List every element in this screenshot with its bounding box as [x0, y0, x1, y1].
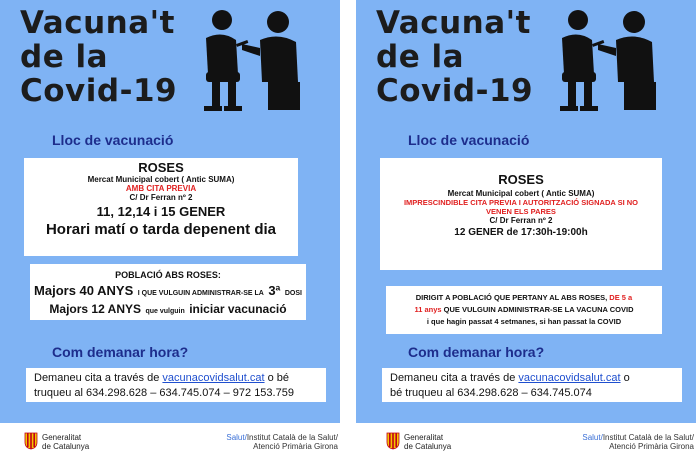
age-12-text: Majors 12 ANYS — [49, 302, 141, 316]
town-name: ROSES — [138, 160, 184, 175]
dose-label: DOSI — [284, 290, 302, 297]
dates-text: 11, 12,14 i 15 GENER — [96, 204, 226, 219]
vaccination-illustration-icon — [554, 8, 664, 112]
generalitat-text — [404, 433, 451, 451]
title-line-2: de la — [376, 39, 465, 75]
dates-text: 12 GENER de 17:30h-19:00h — [454, 227, 588, 238]
generalitat-line-1: Generalitat — [42, 433, 82, 442]
venue-text: Mercat Municipal cobert ( Antic SUMA) — [447, 189, 595, 198]
how-to-book-title: Com demanar hora? — [52, 344, 189, 360]
ics-line-2: Atenció Primària Girona — [609, 442, 694, 451]
population-title: POBLACIÓ ABS ROSES: — [115, 270, 221, 280]
contact-suffix: o bé — [267, 372, 290, 384]
population-line-2 — [30, 300, 306, 318]
vaccine-condition-text: QUE VULGUIN ADMINISTRAR-SE LA VACUNA COVID — [443, 305, 634, 314]
age-40-text: Majors 40 ANYS — [34, 283, 134, 298]
address-text: C/ Dr Ferran nº 2 — [489, 216, 553, 225]
population-line-1 — [30, 282, 306, 300]
vaccination-website-link[interactable]: vacunacovidsalut.cat — [162, 372, 265, 384]
vaccination-website-link[interactable]: vacunacovidsalut.cat — [518, 372, 621, 384]
poster-left — [0, 0, 340, 423]
salut-brand: Salut/ — [582, 433, 603, 442]
title-line-1: Vacuna't — [20, 5, 175, 41]
generalitat-footer-left — [24, 430, 114, 460]
age-range-start: DE 5 a — [609, 293, 633, 302]
generalitat-logo-icon — [386, 432, 400, 450]
population-line-1 — [386, 292, 662, 304]
population-box — [30, 264, 306, 320]
appointment-text-2: VENEN ELS PARES — [486, 207, 556, 216]
ics-text — [582, 433, 694, 451]
generalitat-text — [42, 433, 89, 451]
contact-box — [26, 368, 326, 402]
title-line-3: Covid-19 — [376, 73, 534, 109]
age-range-end: 11 anys — [414, 305, 442, 314]
contact-phones: truqueu al 634.298.628 – 634.745.074 – 972 153.759 — [34, 387, 294, 399]
dose-number: 3ª — [268, 283, 281, 298]
population-box — [386, 286, 662, 334]
poster-title — [376, 6, 533, 108]
contact-box — [382, 368, 682, 402]
venue-text: Mercat Municipal cobert ( Antic SUMA) — [87, 175, 235, 184]
population-target-text: DIRIGIT A POBLACIÓ QUE PERTANY AL ABS ROSES, — [415, 293, 608, 302]
ics-name: Institut Català de la Salut/ — [602, 433, 694, 442]
address-text: C/ Dr Ferran nº 2 — [129, 193, 193, 202]
generalitat-line-1: Generalitat — [404, 433, 444, 442]
generalitat-footer-right — [386, 430, 476, 460]
ics-text — [226, 433, 338, 451]
start-vaccination-text: iniciar vacunació — [189, 302, 287, 316]
title-line-2: de la — [20, 39, 109, 75]
ics-footer-left — [196, 430, 338, 460]
generalitat-line-2: de Catalunya — [42, 442, 90, 451]
lloc-title: Lloc de vacunació — [408, 132, 530, 148]
title-line-3: Covid-19 — [20, 73, 178, 109]
ics-name: Institut Català de la Salut/ — [246, 433, 338, 442]
location-box — [380, 158, 662, 270]
salut-brand: Salut/ — [226, 433, 247, 442]
ics-footer-right — [552, 430, 694, 460]
contact-prefix: Demaneu cita a través de — [34, 372, 160, 384]
hours-text: Horari matí o tarda depenent dia — [45, 221, 277, 238]
title-line-1: Vacuna't — [376, 5, 531, 41]
town-name: ROSES — [498, 172, 544, 187]
appointment-text: AMB CITA PREVIA — [125, 184, 197, 193]
appointment-text-1: IMPRESCINDIBLE CITA PREVIA I AUTORITZACIÓ SIGNADA SI NO — [403, 198, 639, 207]
contact-line-1 — [34, 371, 318, 386]
dose-condition-text: I QUE VULGUIN ADMINISTRAR-SE LA — [137, 290, 264, 297]
ics-line-2: Atenció Primària Girona — [253, 442, 338, 451]
contact-line-1 — [390, 371, 674, 386]
how-to-book-title: Com demanar hora? — [408, 344, 545, 360]
population-line-3: i que hagin passat 4 setmanes, si han passat la COVID — [426, 317, 622, 326]
contact-phones: bé truqueu al 634.298.628 – 634.745.074 — [390, 387, 592, 399]
want-text: que vulguin — [145, 308, 185, 315]
location-box — [24, 158, 298, 256]
contact-prefix: Demaneu cita a través de — [390, 372, 516, 384]
generalitat-line-2: de Catalunya — [404, 442, 452, 451]
population-line-2 — [386, 304, 662, 316]
lloc-title: Lloc de vacunació — [52, 132, 174, 148]
ics-line-1 — [582, 433, 694, 442]
vaccination-illustration-icon — [198, 8, 308, 112]
ics-line-1 — [226, 433, 338, 442]
poster-title — [20, 6, 177, 108]
generalitat-logo-icon — [24, 432, 38, 450]
contact-suffix: o — [623, 372, 630, 384]
poster-right — [356, 0, 696, 423]
